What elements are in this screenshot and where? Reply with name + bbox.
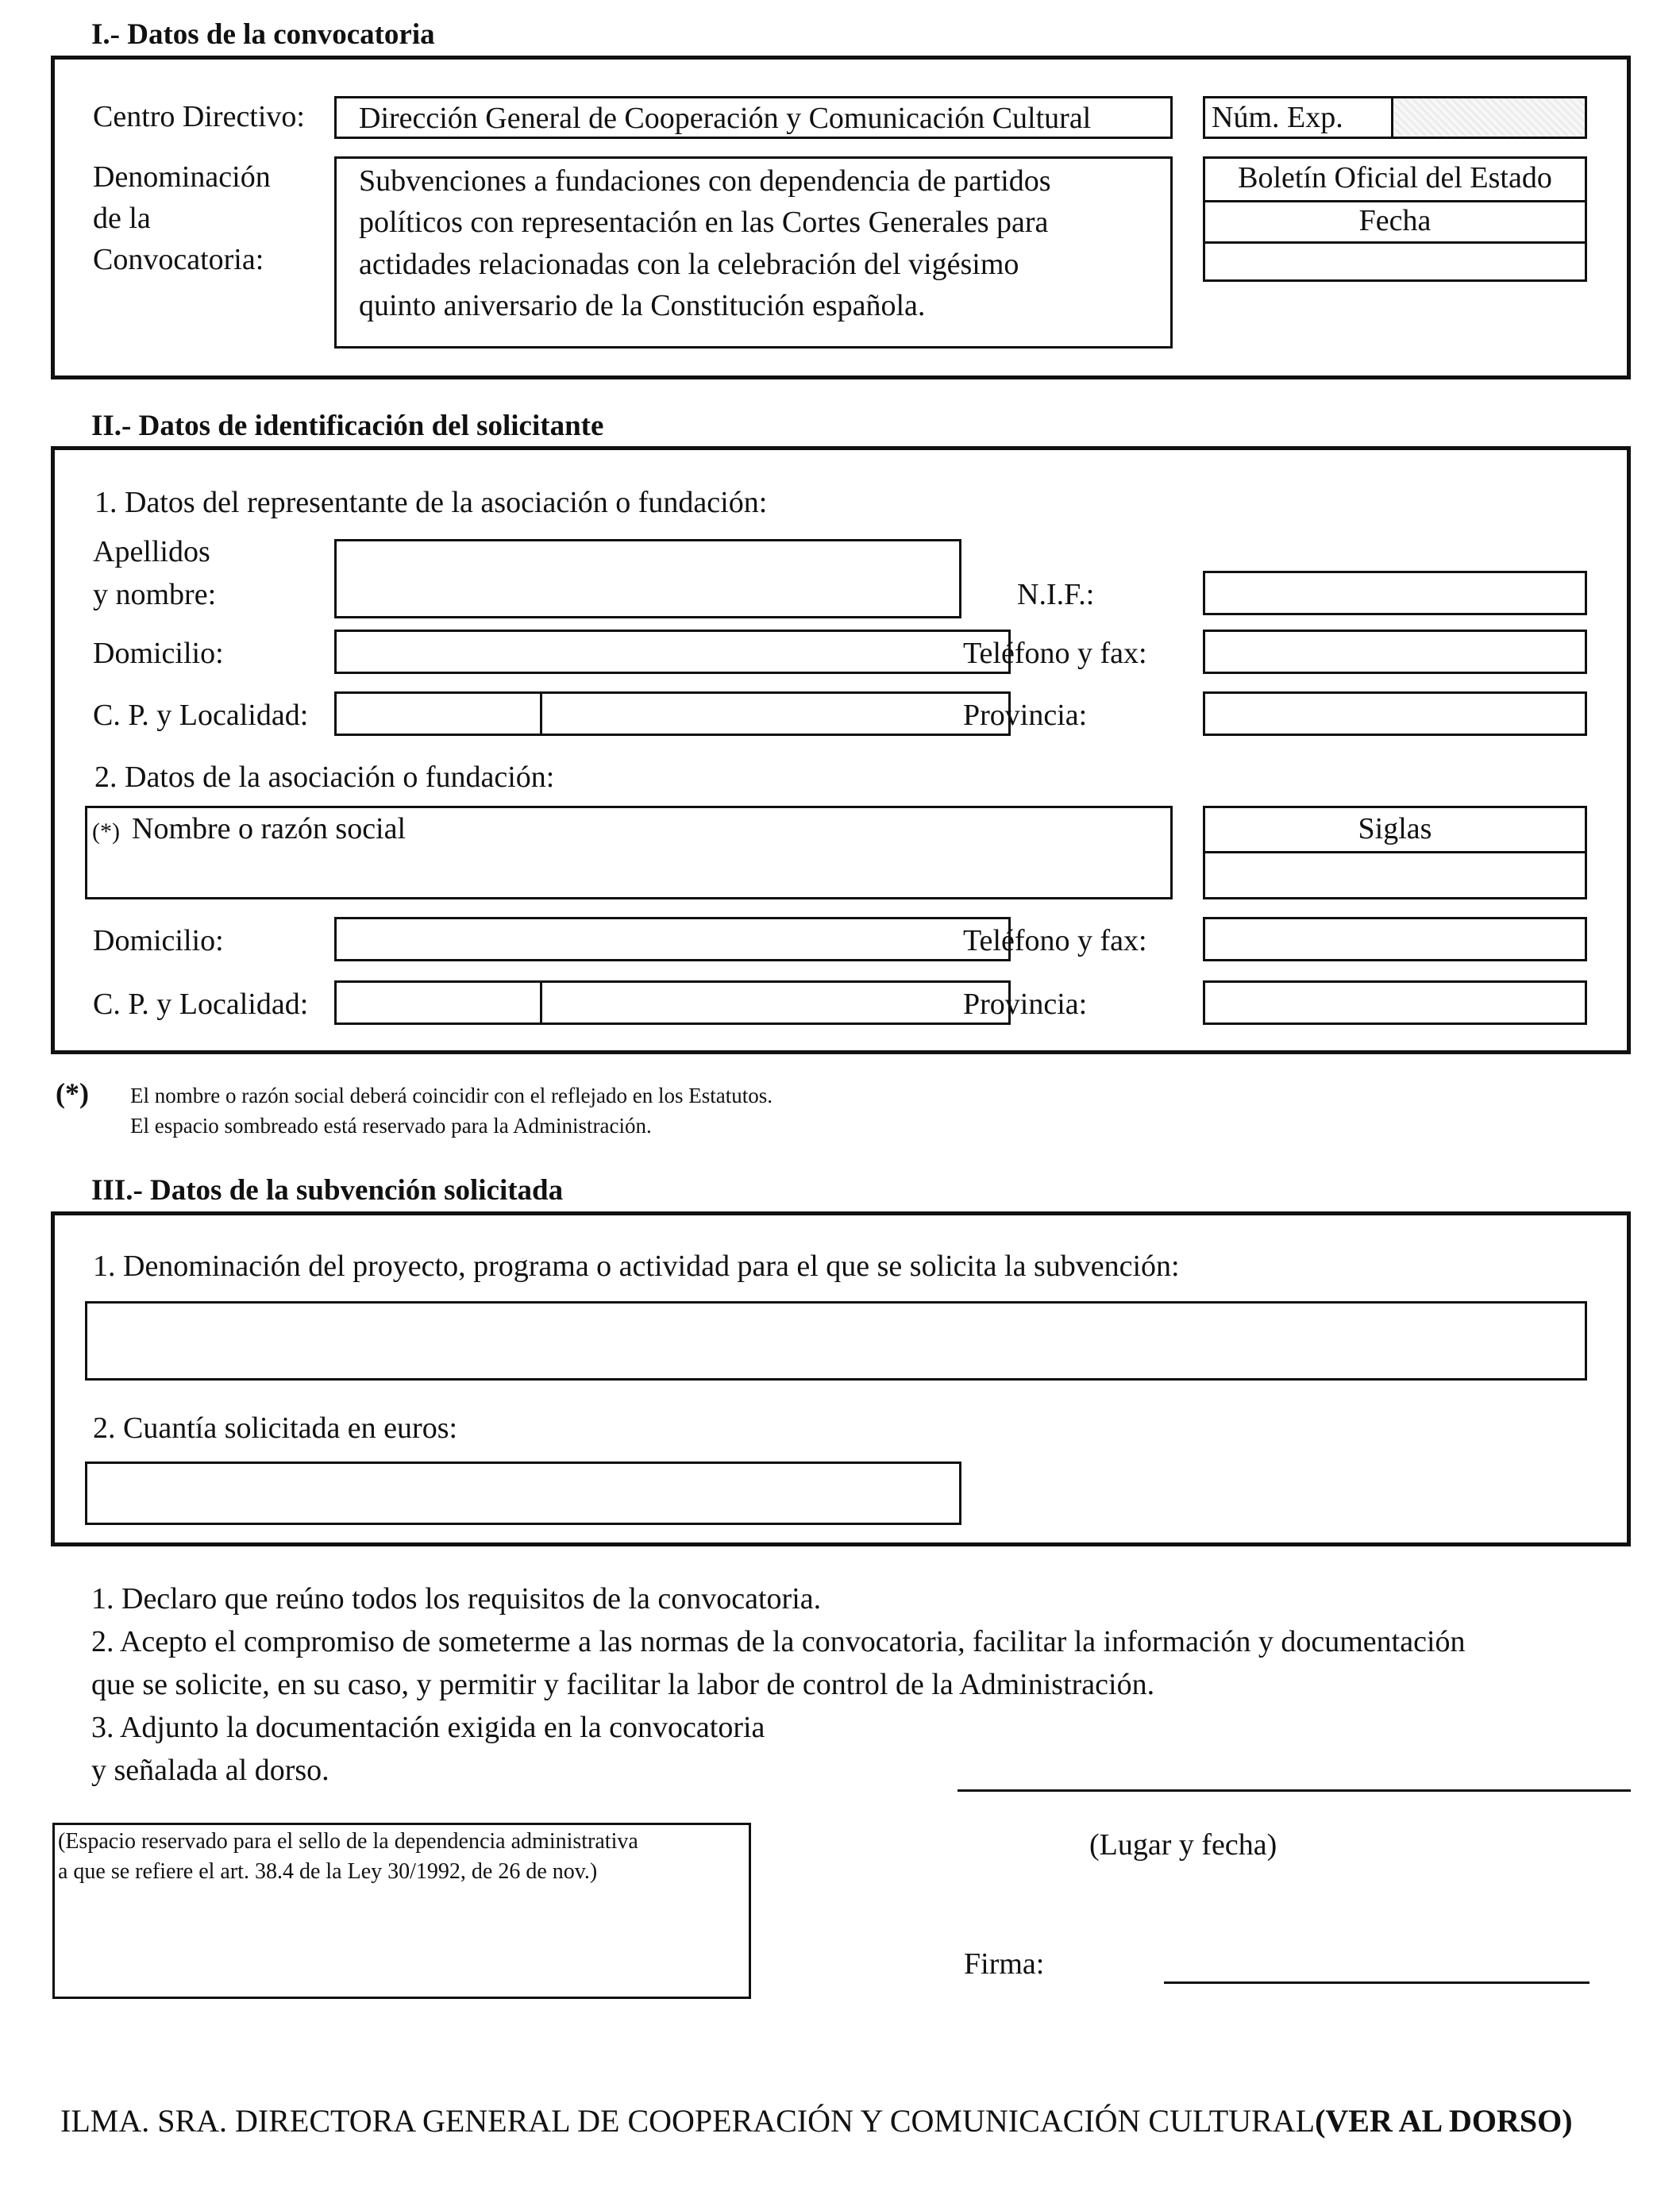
siglas-box[interactable] [1203,806,1587,899]
cp-localidad2-label: C. P. y Localidad: [93,988,309,1021]
domicilio2-input[interactable] [334,917,1011,961]
section1-title: I.- Datos de la convocatoria [91,18,435,51]
centro-directivo-field[interactable] [334,96,1173,139]
telefono2-label: Teléfono y fax: [963,924,1147,957]
boletin-fecha-field [1205,244,1585,279]
apellidos-label-2: y nombre: [93,578,217,611]
lugar-fecha-line [958,1789,1631,1792]
localidad2-input[interactable] [540,980,1011,1025]
nif-label: N.I.F.: [1017,578,1095,611]
provincia2-input[interactable] [1203,980,1587,1025]
declaration-1: 1. Declaro que reúno todos los requisitos de la convocatoria. [91,1582,822,1616]
telefono-input[interactable] [1203,630,1587,674]
provincia-input[interactable] [1203,691,1587,736]
denominacion-line-2: políticos con representación en las Cortes Generales para [359,206,1049,240]
denominacion-label-1: Denominación [93,160,271,194]
domicilio-label: Domicilio: [93,637,224,670]
ver-al-dorso: (VER AL DORSO) [1315,2103,1573,2139]
apellidos-nombre-input[interactable] [334,539,961,618]
denominacion-line-1: Subvenciones a fundaciones con dependencia de partidos [359,164,1051,198]
note-asterisk: (*) [56,1077,89,1109]
firma-line [1164,1981,1589,1984]
telefono-label: Teléfono y fax: [963,637,1147,670]
centro-directivo-label: Centro Directivo: [93,100,305,133]
declaration-2a: 2. Acepto el compromiso de someterme a las normas de la convocatoria, facilitar la información y documentación [91,1625,1466,1658]
denominacion-label-2: de la [93,202,151,235]
footer [60,2102,1573,2139]
proyecto-label: 1. Denominación del proyecto, programa o actividad para el que se solicita la subvención: [93,1250,1180,1283]
section3-panel [51,1211,1631,1546]
section1-panel [51,56,1631,379]
denominacion-field[interactable] [334,156,1173,349]
telefono2-input[interactable] [1203,917,1587,961]
declaration-3b: y señalada al dorso. [91,1754,329,1787]
provincia-label: Provincia: [963,699,1088,732]
apellidos-label-1: Apellidos [93,535,210,568]
denominacion-line-4: quinto aniversario de la Constitución española. [359,289,926,323]
num-exp-box [1203,96,1587,139]
boletin-label: Boletín Oficial del Estado [1238,161,1552,194]
stamp-box [52,1823,751,1999]
section2-title: II.- Datos de identificación del solicitante [91,410,604,442]
denominacion-text [337,159,1170,329]
num-exp-reserved-field [1393,98,1585,137]
nif-input[interactable] [1203,571,1587,615]
boletin-box [1203,156,1587,282]
cp-localidad-label: C. P. y Localidad: [93,699,309,732]
num-exp-label: Núm. Exp. [1212,101,1343,134]
section2-panel [51,446,1631,1054]
stamp-box-line-2: a que se refiere el art. 38.4 de la Ley 30/1992, de 26 de nov.) [58,1859,598,1884]
denominacion-label-3: Convocatoria: [93,243,264,276]
nombre-razon-social-label: Nombre o razón social [132,812,407,845]
nombre-razon-social-input[interactable] [85,806,1173,899]
denominacion-line-3: actidades relacionadas con la celebración del vigésimo [359,247,1019,281]
domicilio-input[interactable] [334,630,1011,674]
representante-heading: 1. Datos del representante de la asociación o fundación: [94,486,768,519]
stamp-box-line-1: (Espacio reservado para el sello de la dependencia administrativa [58,1829,638,1854]
declaration-2b: que se solicite, en su caso, y permitir y facilitar la labor de control de la Administración. [91,1668,1155,1701]
cp-input[interactable] [334,691,542,736]
siglas-divider [1205,851,1585,853]
asociacion-heading: 2. Datos de la asociación o fundación: [94,761,555,794]
proyecto-input[interactable] [85,1301,1587,1381]
note-line-2: El espacio sombreado está reservado para la Administración. [130,1114,652,1138]
provincia2-label: Provincia: [963,988,1088,1021]
domicilio2-label: Domicilio: [93,924,224,957]
section3-title: III.- Datos de la subvención solicitada [91,1174,564,1207]
cuantia-input[interactable] [85,1462,961,1525]
lugar-fecha-label: (Lugar y fecha) [1089,1828,1277,1862]
footer-addressee: ILMA. SRA. DIRECTORA GENERAL DE COOPERACIÓN Y COMUNICACIÓN CULTURAL [60,2103,1316,2139]
localidad-input[interactable] [540,691,1011,736]
cp2-input[interactable] [334,980,542,1025]
fecha-label: Fecha [1358,204,1431,237]
nombre-asterisk: (*) [92,818,120,845]
centro-directivo-value: Dirección General de Cooperación y Comunicación Cultural [359,102,1092,135]
siglas-label: Siglas [1358,812,1432,845]
note-line-1: El nombre o razón social deberá coincidir con el reflejado en los Estatutos. [130,1084,773,1107]
cuantia-label: 2. Cuantía solicitada en euros: [93,1411,458,1445]
declaration-3a: 3. Adjunto la documentación exigida en la convocatoria [91,1711,765,1744]
firma-label: Firma: [964,1947,1045,1981]
